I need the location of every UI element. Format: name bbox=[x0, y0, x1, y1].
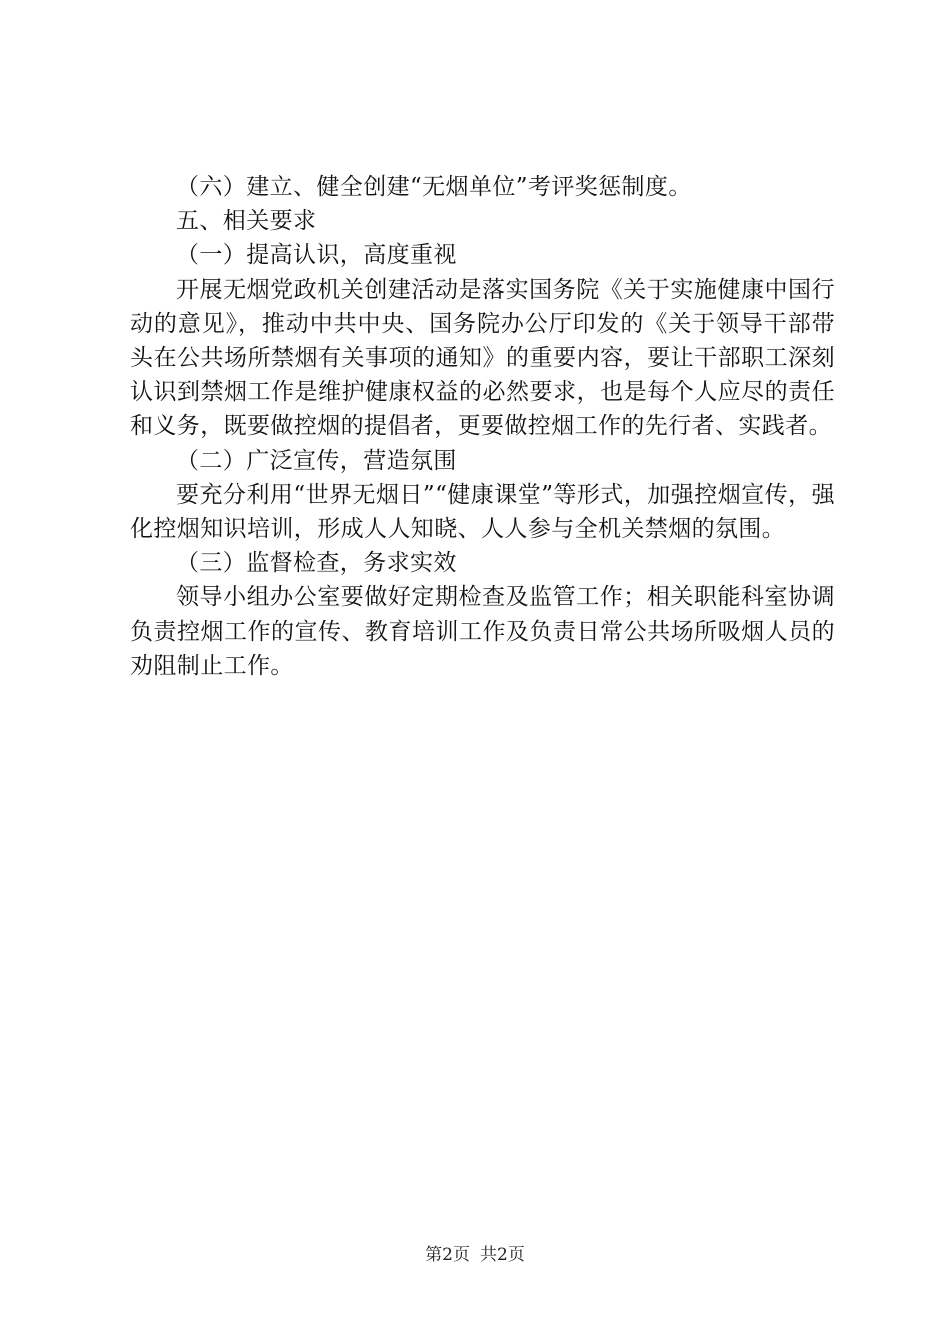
subheading-supervision: （三）监督检查，务求实效 bbox=[176, 550, 457, 577]
paragraph-awareness: 开展无烟党政机关创建活动是落实国务院《关于实施健康中国行动的意见》，推动中共中央、国务院办公厅印发的《关于领导干部带头在公共场所禁烟有关事项的通知》的重要内容，要让干部职工深刻认识到禁烟工作是维护健康权益的必然要求，也是每个人应尽的责任和义务，既要做控烟的提倡者，更要做控烟工作的先行者、实践者。 bbox=[130, 276, 835, 440]
page-number: 第2页 bbox=[425, 1245, 470, 1265]
subheading-awareness: （一）提高认识，高度重视 bbox=[176, 242, 457, 269]
paragraph-publicity: 要充分利用“世界无烟日”“健康课堂”等形式，加强控烟宣传，强化控烟知识培训，形成人人知晓、人人参与全机关禁烟的氛围。 bbox=[130, 481, 835, 543]
page-footer bbox=[0, 1244, 950, 1266]
subheading-publicity: （二）广泛宣传，营造氛围 bbox=[176, 447, 457, 474]
paragraph-supervision: 领导小组办公室要做好定期检查及监管工作；相关职能科室协调负责控烟工作的宣传、教育培训工作及负责日常公共场所吸烟人员的劝阻制止工作。 bbox=[130, 584, 835, 679]
section-item-6: （六）建立、健全创建“无烟单位”考评奖惩制度。 bbox=[176, 174, 692, 200]
document-body bbox=[130, 170, 835, 683]
section-heading-requirements: 五、相关要求 bbox=[176, 208, 317, 235]
page-total: 共2页 bbox=[480, 1245, 525, 1265]
